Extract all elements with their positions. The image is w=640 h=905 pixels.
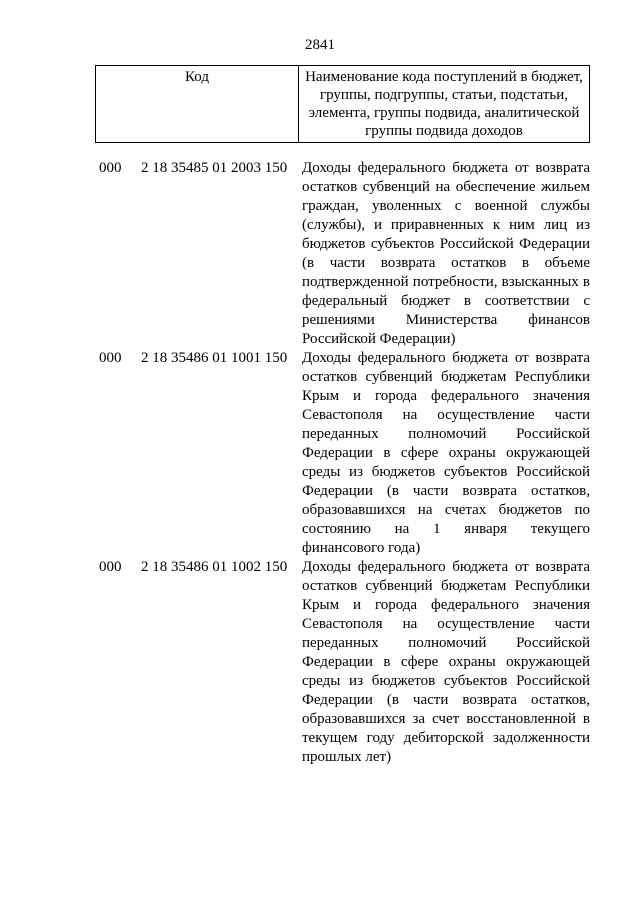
page-number: 2841 [305,37,335,53]
table-header [95,65,590,143]
admin-code: 000 [99,350,122,366]
table-row [95,349,590,558]
header-name-label: Наименование кода поступлений в бюджет, группы, подгруппы, статьи, подстатьи, элемента, группы подвида, аналитической группы подвида доходов [305,69,583,139]
admin-code: 000 [99,559,122,575]
income-description: Доходы федерального бюджета от возврата остатков субвенций бюджетам Республики Крым и города федерального значения Севастополя на осуществление части переданных полномочий Российской Федерации в сфере охраны окружающей среды из бюджетов субъектов Российской Федерации (в части возврата остатков, образовавшихся за счет восстановленной в текущем году дебиторской задолженности прошлых лет) [302,559,590,765]
income-code: 2 18 35486 01 1001 150 [141,350,288,366]
table-body [95,159,590,767]
income-description: Доходы федерального бюджета от возврата остатков субвенций бюджетам Республики Крым и города федерального значения Севастополя на осуществление части переданных полномочий Российской Федерации в сфере охраны окружающей среды из бюджетов субъектов Российской Федерации (в части возврата остатков, образовавшихся на счетах бюджетов по состоянию на 1 января текущего финансового года) [302,350,590,556]
income-code: 2 18 35486 01 1002 150 [141,559,288,575]
income-description: Доходы федерального бюджета от возврата остатков субвенций на обеспечение жильем граждан, уволенных с военной службы (службы), и приравненных к ним лиц из бюджетов субъектов Российской Федерации (в части возврата остатков в объеме подтвержденной потребности, взысканных в федеральный бюджет в соответствии с решениями Министерства финансов Российской Федерации) [302,160,590,347]
admin-code: 000 [99,160,122,176]
table-row [95,159,590,349]
header-code-label: Код [96,66,299,142]
table-row [95,558,590,767]
income-code: 2 18 35485 01 2003 150 [141,160,288,176]
